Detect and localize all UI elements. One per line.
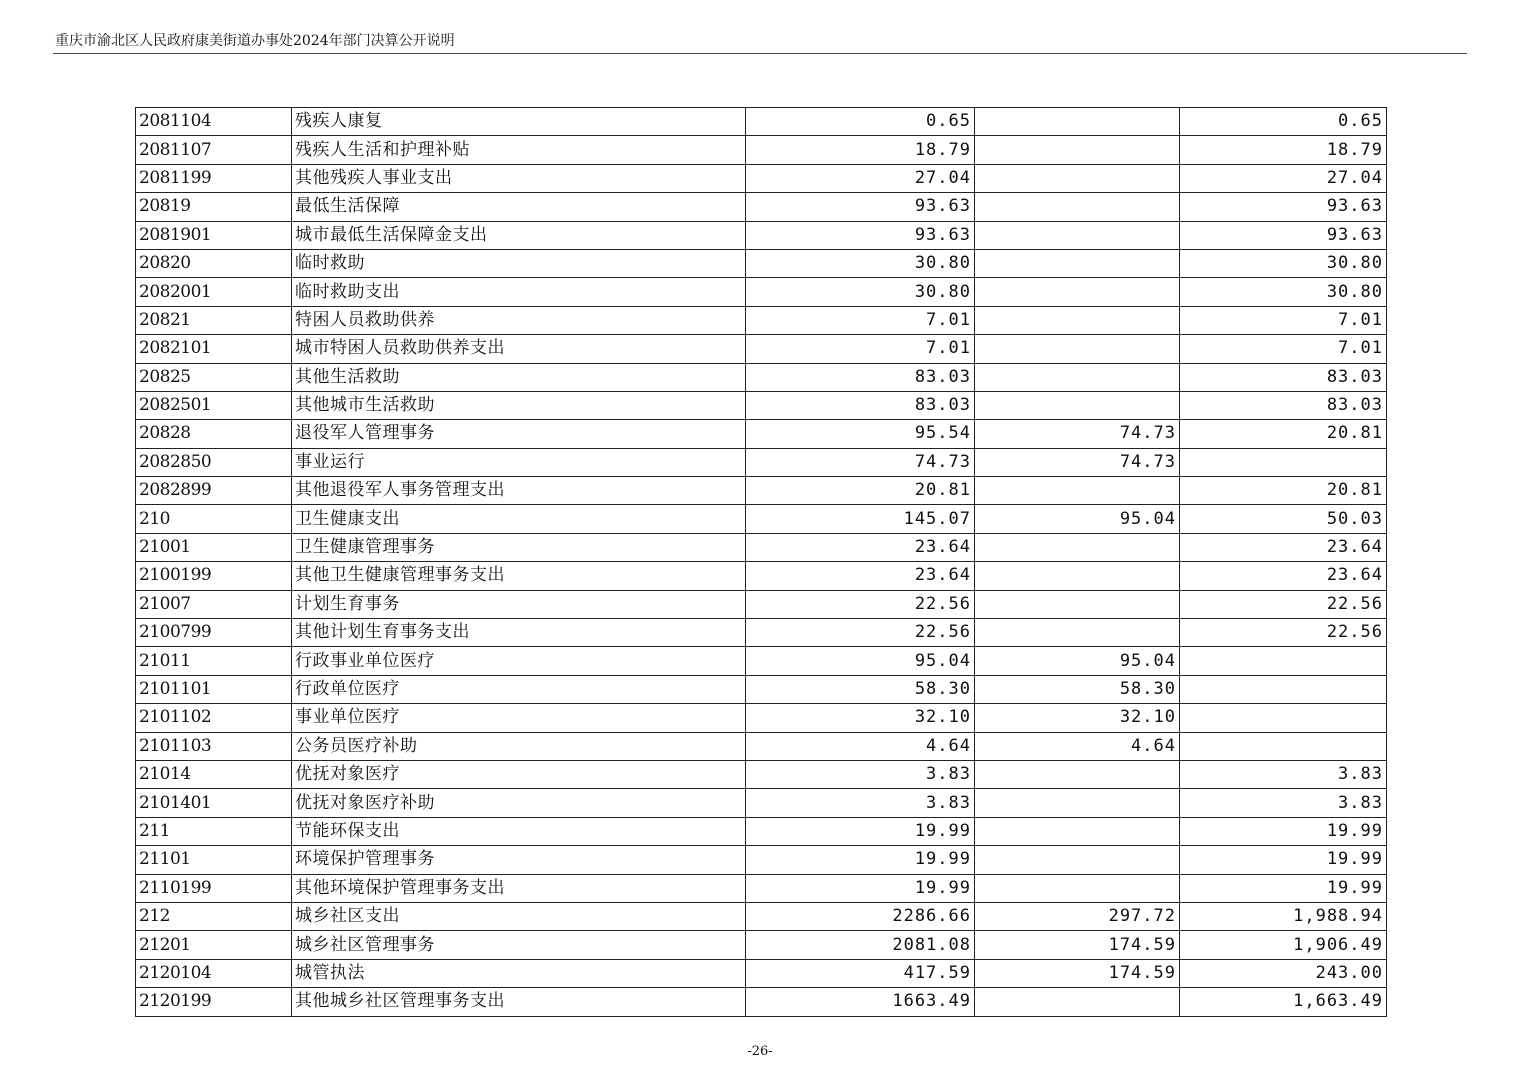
cell-subject-code: 20821 bbox=[136, 306, 292, 334]
cell-project-expenditure: 93.63 bbox=[1180, 221, 1387, 249]
cell-subject-code: 2082850 bbox=[136, 448, 292, 476]
table-row bbox=[136, 278, 1387, 306]
cell-basic-expenditure: 95.04 bbox=[975, 647, 1180, 675]
table-row bbox=[136, 562, 1387, 590]
cell-project-expenditure: 1,906.49 bbox=[1180, 931, 1387, 959]
cell-subject-name: 城乡社区管理事务 bbox=[292, 931, 746, 959]
cell-basic-expenditure bbox=[975, 249, 1180, 277]
cell-subject-name: 城乡社区支出 bbox=[292, 902, 746, 930]
cell-subject-name: 残疾人生活和护理补贴 bbox=[292, 136, 746, 164]
cell-subject-code: 21001 bbox=[136, 533, 292, 561]
cell-project-expenditure: 20.81 bbox=[1180, 420, 1387, 448]
cell-total: 27.04 bbox=[746, 164, 975, 192]
table-row bbox=[136, 789, 1387, 817]
cell-subject-code: 2100199 bbox=[136, 562, 292, 590]
cell-subject-code: 21101 bbox=[136, 846, 292, 874]
cell-project-expenditure: 30.80 bbox=[1180, 278, 1387, 306]
cell-total: 95.54 bbox=[746, 420, 975, 448]
cell-subject-code: 2101103 bbox=[136, 732, 292, 760]
header-divider bbox=[53, 53, 1467, 54]
cell-project-expenditure: 0.65 bbox=[1180, 108, 1387, 136]
cell-total: 23.64 bbox=[746, 562, 975, 590]
cell-subject-name: 行政事业单位医疗 bbox=[292, 647, 746, 675]
cell-subject-code: 2120199 bbox=[136, 988, 292, 1016]
table-row bbox=[136, 249, 1387, 277]
table-row bbox=[136, 931, 1387, 959]
cell-subject-name: 其他城市生活救助 bbox=[292, 391, 746, 419]
cell-total: 23.64 bbox=[746, 533, 975, 561]
cell-basic-expenditure: 174.59 bbox=[975, 931, 1180, 959]
cell-subject-name: 公务员医疗补助 bbox=[292, 732, 746, 760]
cell-basic-expenditure bbox=[975, 846, 1180, 874]
cell-subject-name: 残疾人康复 bbox=[292, 108, 746, 136]
table-row bbox=[136, 846, 1387, 874]
cell-project-expenditure: 19.99 bbox=[1180, 846, 1387, 874]
cell-subject-name: 其他卫生健康管理事务支出 bbox=[292, 562, 746, 590]
cell-basic-expenditure bbox=[975, 193, 1180, 221]
cell-project-expenditure: 19.99 bbox=[1180, 817, 1387, 845]
cell-subject-name: 最低生活保障 bbox=[292, 193, 746, 221]
cell-basic-expenditure bbox=[975, 108, 1180, 136]
cell-project-expenditure: 1,663.49 bbox=[1180, 988, 1387, 1016]
cell-subject-name: 其他城乡社区管理事务支出 bbox=[292, 988, 746, 1016]
cell-subject-code: 2081104 bbox=[136, 108, 292, 136]
table-row bbox=[136, 477, 1387, 505]
table-row bbox=[136, 817, 1387, 845]
cell-subject-code: 2082501 bbox=[136, 391, 292, 419]
cell-subject-name: 事业单位医疗 bbox=[292, 704, 746, 732]
page-number: -26- bbox=[747, 1044, 773, 1059]
cell-subject-code: 20828 bbox=[136, 420, 292, 448]
cell-total: 58.30 bbox=[746, 675, 975, 703]
cell-project-expenditure: 83.03 bbox=[1180, 391, 1387, 419]
table-row bbox=[136, 675, 1387, 703]
cell-project-expenditure bbox=[1180, 448, 1387, 476]
cell-total: 22.56 bbox=[746, 619, 975, 647]
cell-project-expenditure bbox=[1180, 704, 1387, 732]
cell-basic-expenditure: 74.73 bbox=[975, 448, 1180, 476]
cell-basic-expenditure: 58.30 bbox=[975, 675, 1180, 703]
cell-subject-name: 其他计划生育事务支出 bbox=[292, 619, 746, 647]
cell-project-expenditure: 3.83 bbox=[1180, 760, 1387, 788]
cell-project-expenditure: 19.99 bbox=[1180, 874, 1387, 902]
cell-basic-expenditure bbox=[975, 874, 1180, 902]
cell-total: 0.65 bbox=[746, 108, 975, 136]
cell-basic-expenditure bbox=[975, 306, 1180, 334]
cell-total: 19.99 bbox=[746, 874, 975, 902]
cell-total: 74.73 bbox=[746, 448, 975, 476]
cell-total: 3.83 bbox=[746, 760, 975, 788]
cell-project-expenditure: 20.81 bbox=[1180, 477, 1387, 505]
table-row bbox=[136, 988, 1387, 1016]
cell-project-expenditure: 27.04 bbox=[1180, 164, 1387, 192]
cell-total: 18.79 bbox=[746, 136, 975, 164]
table-row bbox=[136, 704, 1387, 732]
cell-total: 19.99 bbox=[746, 817, 975, 845]
cell-subject-code: 2100799 bbox=[136, 619, 292, 647]
cell-total: 2286.66 bbox=[746, 902, 975, 930]
cell-project-expenditure: 22.56 bbox=[1180, 590, 1387, 618]
cell-subject-name: 退役军人管理事务 bbox=[292, 420, 746, 448]
cell-project-expenditure: 83.03 bbox=[1180, 363, 1387, 391]
table-row bbox=[136, 420, 1387, 448]
cell-project-expenditure: 18.79 bbox=[1180, 136, 1387, 164]
cell-project-expenditure bbox=[1180, 732, 1387, 760]
table-row bbox=[136, 108, 1387, 136]
cell-subject-name: 临时救助支出 bbox=[292, 278, 746, 306]
cell-subject-code: 2101101 bbox=[136, 675, 292, 703]
cell-subject-name: 卫生健康管理事务 bbox=[292, 533, 746, 561]
cell-project-expenditure bbox=[1180, 675, 1387, 703]
cell-total: 4.64 bbox=[746, 732, 975, 760]
cell-total: 93.63 bbox=[746, 193, 975, 221]
cell-subject-name: 其他残疾人事业支出 bbox=[292, 164, 746, 192]
table-row bbox=[136, 164, 1387, 192]
cell-total: 30.80 bbox=[746, 249, 975, 277]
cell-total: 2081.08 bbox=[746, 931, 975, 959]
cell-subject-code: 2082899 bbox=[136, 477, 292, 505]
cell-total: 3.83 bbox=[746, 789, 975, 817]
table-row bbox=[136, 902, 1387, 930]
cell-subject-code: 211 bbox=[136, 817, 292, 845]
cell-subject-code: 21011 bbox=[136, 647, 292, 675]
cell-subject-code: 2081901 bbox=[136, 221, 292, 249]
cell-subject-name: 环境保护管理事务 bbox=[292, 846, 746, 874]
table-row bbox=[136, 959, 1387, 987]
cell-subject-code: 21201 bbox=[136, 931, 292, 959]
cell-basic-expenditure bbox=[975, 221, 1180, 249]
table-row bbox=[136, 647, 1387, 675]
cell-subject-name: 城市特困人员救助供养支出 bbox=[292, 335, 746, 363]
table-row bbox=[136, 448, 1387, 476]
cell-basic-expenditure: 4.64 bbox=[975, 732, 1180, 760]
cell-subject-code: 2110199 bbox=[136, 874, 292, 902]
cell-subject-code: 2101401 bbox=[136, 789, 292, 817]
cell-basic-expenditure: 95.04 bbox=[975, 505, 1180, 533]
cell-subject-code: 210 bbox=[136, 505, 292, 533]
cell-basic-expenditure: 74.73 bbox=[975, 420, 1180, 448]
cell-basic-expenditure bbox=[975, 477, 1180, 505]
cell-total: 93.63 bbox=[746, 221, 975, 249]
cell-project-expenditure: 23.64 bbox=[1180, 533, 1387, 561]
cell-total: 19.99 bbox=[746, 846, 975, 874]
cell-project-expenditure: 22.56 bbox=[1180, 619, 1387, 647]
cell-subject-name: 优抚对象医疗 bbox=[292, 760, 746, 788]
cell-subject-code: 2081199 bbox=[136, 164, 292, 192]
table-row bbox=[136, 760, 1387, 788]
cell-basic-expenditure: 297.72 bbox=[975, 902, 1180, 930]
cell-subject-name: 节能环保支出 bbox=[292, 817, 746, 845]
table-row bbox=[136, 391, 1387, 419]
document-header-title: 重庆市渝北区人民政府康美街道办事处2024年部门决算公开说明 bbox=[55, 33, 455, 49]
cell-project-expenditure: 1,988.94 bbox=[1180, 902, 1387, 930]
table-row bbox=[136, 590, 1387, 618]
cell-subject-name: 事业运行 bbox=[292, 448, 746, 476]
cell-total: 145.07 bbox=[746, 505, 975, 533]
cell-project-expenditure: 7.01 bbox=[1180, 306, 1387, 334]
table-row bbox=[136, 193, 1387, 221]
cell-project-expenditure: 23.64 bbox=[1180, 562, 1387, 590]
cell-basic-expenditure bbox=[975, 391, 1180, 419]
cell-project-expenditure: 50.03 bbox=[1180, 505, 1387, 533]
cell-basic-expenditure bbox=[975, 988, 1180, 1016]
table-row bbox=[136, 363, 1387, 391]
cell-total: 417.59 bbox=[746, 959, 975, 987]
cell-basic-expenditure bbox=[975, 278, 1180, 306]
cell-basic-expenditure bbox=[975, 562, 1180, 590]
cell-subject-code: 212 bbox=[136, 902, 292, 930]
cell-basic-expenditure bbox=[975, 760, 1180, 788]
expenditure-table bbox=[135, 107, 1387, 1017]
cell-basic-expenditure bbox=[975, 363, 1180, 391]
cell-project-expenditure bbox=[1180, 647, 1387, 675]
cell-basic-expenditure: 174.59 bbox=[975, 959, 1180, 987]
cell-subject-name: 其他环境保护管理事务支出 bbox=[292, 874, 746, 902]
cell-project-expenditure: 243.00 bbox=[1180, 959, 1387, 987]
table-row bbox=[136, 505, 1387, 533]
cell-subject-code: 20825 bbox=[136, 363, 292, 391]
table-row bbox=[136, 306, 1387, 334]
cell-subject-code: 21007 bbox=[136, 590, 292, 618]
cell-total: 7.01 bbox=[746, 306, 975, 334]
cell-basic-expenditure bbox=[975, 533, 1180, 561]
cell-basic-expenditure bbox=[975, 817, 1180, 845]
cell-basic-expenditure bbox=[975, 335, 1180, 363]
cell-subject-code: 20819 bbox=[136, 193, 292, 221]
cell-subject-code: 2082001 bbox=[136, 278, 292, 306]
cell-basic-expenditure bbox=[975, 789, 1180, 817]
cell-total: 22.56 bbox=[746, 590, 975, 618]
cell-subject-code: 2082101 bbox=[136, 335, 292, 363]
cell-project-expenditure: 3.83 bbox=[1180, 789, 1387, 817]
cell-subject-code: 2081107 bbox=[136, 136, 292, 164]
cell-project-expenditure: 7.01 bbox=[1180, 335, 1387, 363]
table-row bbox=[136, 136, 1387, 164]
cell-total: 95.04 bbox=[746, 647, 975, 675]
cell-subject-name: 临时救助 bbox=[292, 249, 746, 277]
cell-subject-code: 20820 bbox=[136, 249, 292, 277]
cell-subject-code: 2101102 bbox=[136, 704, 292, 732]
cell-subject-code: 21014 bbox=[136, 760, 292, 788]
table-row bbox=[136, 874, 1387, 902]
cell-basic-expenditure bbox=[975, 619, 1180, 647]
cell-subject-name: 其他退役军人事务管理支出 bbox=[292, 477, 746, 505]
cell-subject-code: 2120104 bbox=[136, 959, 292, 987]
cell-project-expenditure: 93.63 bbox=[1180, 193, 1387, 221]
cell-basic-expenditure bbox=[975, 164, 1180, 192]
cell-total: 30.80 bbox=[746, 278, 975, 306]
cell-total: 32.10 bbox=[746, 704, 975, 732]
table-row bbox=[136, 221, 1387, 249]
cell-basic-expenditure bbox=[975, 590, 1180, 618]
table-row bbox=[136, 335, 1387, 363]
cell-subject-name: 其他生活救助 bbox=[292, 363, 746, 391]
cell-subject-name: 城管执法 bbox=[292, 959, 746, 987]
cell-project-expenditure: 30.80 bbox=[1180, 249, 1387, 277]
cell-total: 83.03 bbox=[746, 391, 975, 419]
cell-subject-name: 城市最低生活保障金支出 bbox=[292, 221, 746, 249]
cell-basic-expenditure: 32.10 bbox=[975, 704, 1180, 732]
cell-total: 7.01 bbox=[746, 335, 975, 363]
cell-total: 1663.49 bbox=[746, 988, 975, 1016]
table-row bbox=[136, 619, 1387, 647]
cell-subject-name: 卫生健康支出 bbox=[292, 505, 746, 533]
table-row bbox=[136, 533, 1387, 561]
cell-basic-expenditure bbox=[975, 136, 1180, 164]
table-row bbox=[136, 732, 1387, 760]
expenditure-table-body bbox=[136, 108, 1387, 1017]
cell-subject-name: 特困人员救助供养 bbox=[292, 306, 746, 334]
cell-subject-name: 行政单位医疗 bbox=[292, 675, 746, 703]
cell-subject-name: 优抚对象医疗补助 bbox=[292, 789, 746, 817]
cell-total: 83.03 bbox=[746, 363, 975, 391]
cell-total: 20.81 bbox=[746, 477, 975, 505]
cell-subject-name: 计划生育事务 bbox=[292, 590, 746, 618]
